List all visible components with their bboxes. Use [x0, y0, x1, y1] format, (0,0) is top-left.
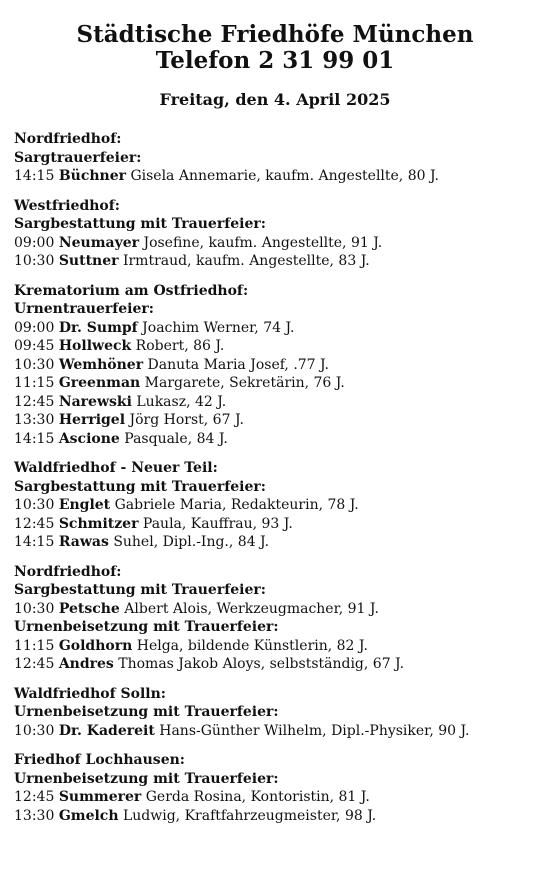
funeral-entry [14, 374, 544, 393]
header-date: Freitag, den 4. April 2025 [159, 90, 391, 109]
entry-time: 09:00 [14, 319, 55, 336]
cemetery-section [14, 459, 544, 552]
funeral-entry [14, 252, 544, 271]
deceased-details: Margarete, Sekretärin, 76 J. [144, 375, 345, 391]
ceremony-type: Sargtrauerfeier: [14, 149, 142, 166]
deceased-surname: Hollweck [58, 338, 132, 354]
deceased-surname: Gmelch [58, 807, 119, 824]
ceremony-type: Urnentrauerfeier: [14, 301, 154, 317]
deceased-surname: Dr. Sumpf [58, 319, 138, 336]
funeral-schedule [14, 130, 544, 836]
cemetery-section [14, 751, 544, 825]
funeral-entry [14, 655, 544, 674]
deceased-surname: Ascione [58, 430, 120, 447]
funeral-entry [14, 411, 544, 430]
deceased-surname: Suttner [58, 253, 119, 269]
ceremony-type: Urnenbeisetzung mit Trauerfeier: [14, 770, 279, 787]
cemetery-section [14, 282, 544, 449]
funeral-entry [14, 167, 544, 186]
entry-time: 12:45 [14, 656, 55, 672]
funeral-entry [14, 515, 544, 534]
deceased-details: Suhel, Dipl.-Ing., 84 J. [113, 534, 270, 550]
entry-time: 13:30 [14, 412, 55, 428]
entry-time: 14:15 [14, 430, 55, 447]
notice-header [0, 0, 550, 110]
cemetery-name: Westfriedhof: [14, 197, 120, 214]
funeral-entry [14, 722, 544, 741]
entry-time: 10:30 [14, 253, 55, 269]
deceased-surname: Neumayer [58, 234, 139, 251]
deceased-details: Danuta Maria Josef, .77 J. [147, 356, 330, 373]
deceased-details: Lukasz, 42 J. [136, 393, 227, 410]
deceased-surname: Rawas [58, 534, 109, 550]
cemetery-name: Krematorium am Ostfriedhof: [14, 282, 249, 299]
entry-time: 13:30 [14, 807, 55, 824]
entry-time: 09:45 [14, 338, 55, 354]
deceased-details: Albert Alois, Werkzeugmacher, 91 J. [124, 600, 379, 617]
deceased-surname: Herrigel [58, 412, 126, 428]
cemetery-name: Waldfriedhof Solln: [14, 685, 166, 702]
deceased-details: Gerda Rosina, Kontoristin, 81 J. [145, 789, 370, 805]
funeral-entry [14, 234, 544, 253]
entry-time: 10:30 [14, 600, 55, 617]
deceased-surname: Narewski [58, 393, 132, 410]
cemetery-name: Nordfriedhof: [14, 563, 122, 580]
ceremony-type: Sargbestattung mit Trauerfeier: [14, 216, 266, 232]
entry-time: 11:15 [14, 637, 55, 654]
deceased-details: Helga, bildende Künstlerin, 82 J. [136, 637, 368, 654]
funeral-entry [14, 393, 544, 412]
entry-time: 10:30 [14, 497, 55, 513]
deceased-surname: Andres [58, 656, 114, 672]
deceased-details: Joachim Werner, 74 J. [142, 319, 295, 336]
ceremony-type: Urnenbeisetzung mit Trauerfeier: [14, 619, 279, 635]
deceased-details: Robert, 86 J. [135, 338, 225, 354]
entry-time: 12:45 [14, 393, 55, 410]
deceased-details: Hans-Günther Wilhelm, Dipl.-Physiker, 90 J. [159, 722, 470, 739]
deceased-surname: Goldhorn [58, 637, 133, 654]
entry-time: 09:00 [14, 234, 55, 251]
deceased-details: Josefine, kaufm. Angestellte, 91 J. [143, 234, 383, 251]
funeral-entry [14, 788, 544, 807]
deceased-details: Pasquale, 84 J. [124, 430, 228, 447]
funeral-entry [14, 319, 544, 338]
cemetery-name: Friedhof Lochhausen: [14, 752, 185, 768]
deceased-details: Gisela Annemarie, kaufm. Angestellte, 80 J. [130, 168, 439, 184]
funeral-entry [14, 496, 544, 515]
cemetery-section [14, 563, 544, 674]
cemetery-section [14, 130, 544, 186]
ceremony-type: Sargbestattung mit Trauerfeier: [14, 478, 266, 495]
funeral-entry [14, 356, 544, 375]
funeral-entry [14, 430, 544, 449]
funeral-entry [14, 807, 544, 826]
entry-time: 10:30 [14, 722, 55, 739]
deceased-surname: Greenman [58, 375, 141, 391]
cemetery-name: Waldfriedhof - Neuer Teil: [14, 460, 218, 476]
funeral-entry [14, 637, 544, 656]
ceremony-type: Urnenbeisetzung mit Trauerfeier: [14, 704, 279, 720]
deceased-details: Paula, Kauffrau, 93 J. [142, 515, 293, 532]
entry-time: 14:15 [14, 168, 55, 184]
cemetery-section [14, 685, 544, 741]
deceased-surname: Dr. Kadereit [58, 722, 155, 739]
entry-time: 12:45 [14, 515, 55, 532]
funeral-entry [14, 337, 544, 356]
deceased-surname: Schmitzer [58, 515, 139, 532]
cemetery-name: Nordfriedhof: [14, 131, 122, 147]
deceased-details: Gabriele Maria, Redakteurin, 78 J. [114, 497, 359, 513]
deceased-details: Thomas Jakob Aloys, selbstständig, 67 J. [118, 656, 405, 672]
cemetery-section [14, 197, 544, 271]
entry-time: 10:30 [14, 356, 55, 373]
deceased-surname: Petsche [58, 600, 120, 617]
header-phone: Telefon 2 31 99 01 [155, 47, 395, 74]
funeral-entry [14, 533, 544, 552]
deceased-surname: Englet [58, 497, 111, 513]
header-title: Städtische Friedhöfe München [76, 21, 474, 48]
funeral-entry [14, 600, 544, 619]
deceased-details: Jörg Horst, 67 J. [129, 412, 244, 428]
deceased-details: Irmtraud, kaufm. Angestellte, 83 J. [122, 253, 370, 269]
ceremony-type: Sargbestattung mit Trauerfeier: [14, 582, 266, 598]
deceased-surname: Wemhöner [58, 356, 144, 373]
deceased-surname: Summerer [58, 789, 142, 805]
entry-time: 14:15 [14, 534, 55, 550]
deceased-details: Ludwig, Kraftfahrzeugmeister, 98 J. [122, 807, 377, 824]
entry-time: 12:45 [14, 789, 55, 805]
entry-time: 11:15 [14, 375, 55, 391]
deceased-surname: Büchner [58, 168, 126, 184]
